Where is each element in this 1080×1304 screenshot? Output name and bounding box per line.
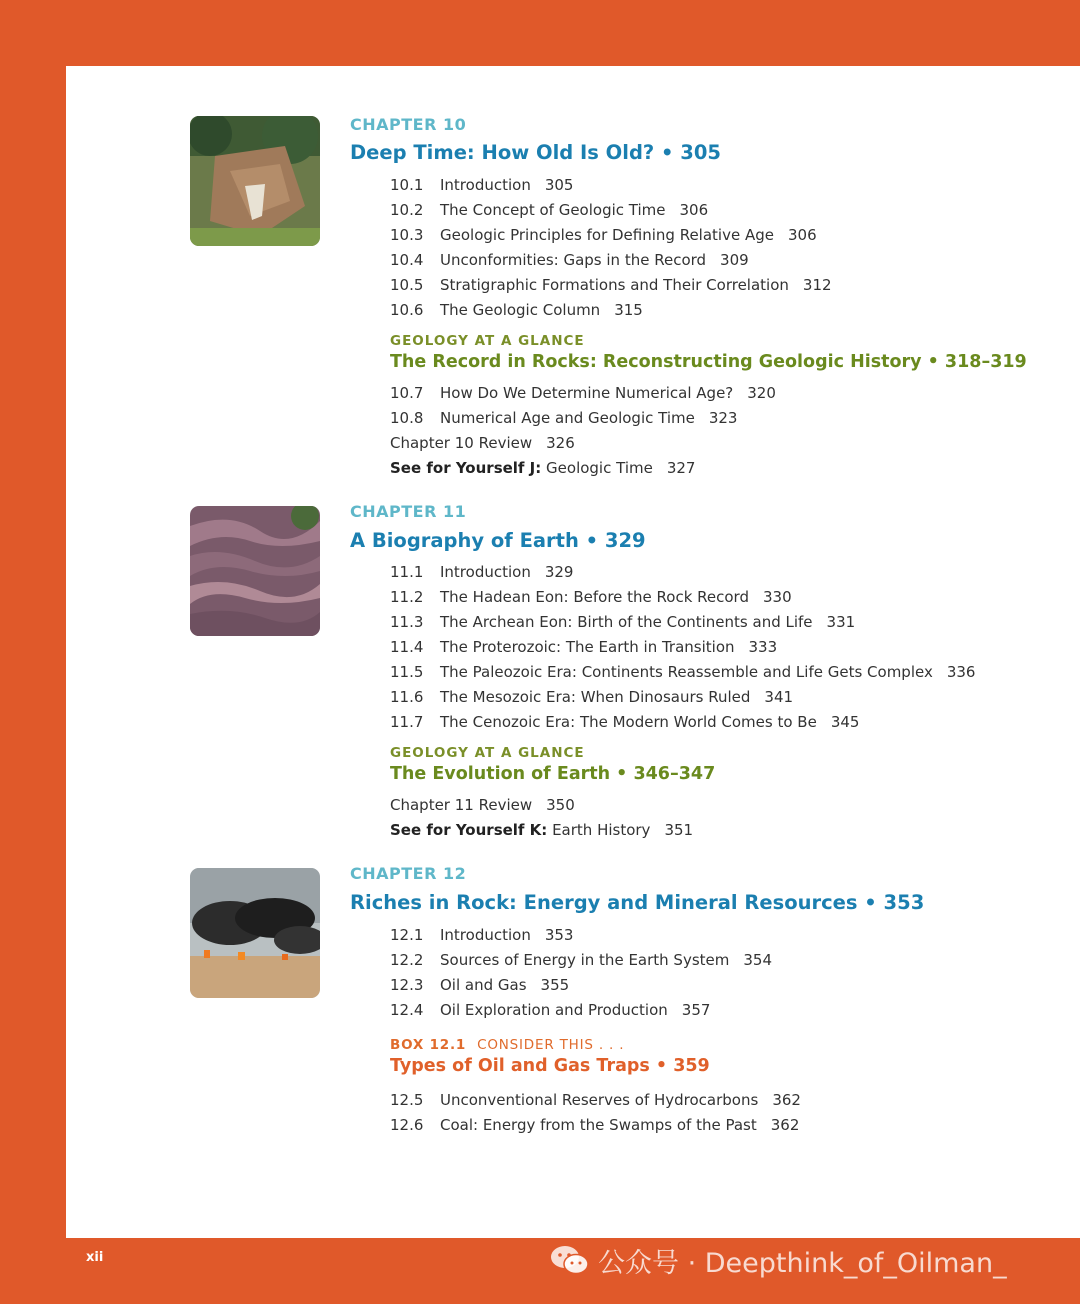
toc-entry-12-4[interactable]: 12.4 Oil Exploration and Production 357	[390, 1001, 711, 1019]
toc-entry-11-6[interactable]: 11.6 The Mesozoic Era: When Dinosaurs Ruled 341	[390, 688, 794, 706]
toc-entry-11-4[interactable]: 11.4 The Proterozoic: The Earth in Transition 333	[390, 638, 778, 656]
glance-title[interactable]: The Evolution of Earth • 346–347	[390, 764, 716, 784]
chapter-11-label: CHAPTER 11	[350, 502, 467, 521]
toc-entry-11-5[interactable]: 11.5 The Paleozoic Era: Continents Reassemble and Life Gets Complex 336	[390, 663, 976, 681]
page-folio: xii	[86, 1250, 104, 1265]
box-kicker: CONSIDER THIS . . .	[477, 1037, 625, 1053]
toc-entry-10-1[interactable]: 10.1 Introduction 305	[390, 176, 574, 194]
chapter-10-review[interactable]: Chapter 10 Review 326	[390, 434, 575, 452]
toc-entry-10-3[interactable]: 10.3 Geologic Principles for Defining Relative Age 306	[390, 226, 817, 244]
toc-entry-12-1[interactable]: 12.1 Introduction 353	[390, 926, 574, 944]
chapter-10-label: CHAPTER 10	[350, 115, 467, 134]
watermark	[550, 1240, 1007, 1280]
toc-entry-11-2[interactable]: 11.2 The Hadean Eon: Before the Rock Record 330	[390, 588, 792, 606]
toc-entry-11-3[interactable]: 11.3 The Archean Eon: Birth of the Continents and Life 331	[390, 613, 856, 631]
toc-entry-10-7[interactable]: 10.7 How Do We Determine Numerical Age? 320	[390, 384, 776, 402]
toc-entry-10-4[interactable]: 10.4 Unconformities: Gaps in the Record 309	[390, 251, 749, 269]
toc-entry-10-6[interactable]: 10.6 The Geologic Column 315	[390, 301, 643, 319]
glance-title[interactable]: The Record in Rocks: Reconstructing Geologic History • 318–319	[390, 352, 1027, 372]
toc-entry-10-5[interactable]: 10.5 Stratigraphic Formations and Their Correlation 312	[390, 276, 832, 294]
chapter-12-photo	[190, 868, 320, 998]
toc-entry-12-5[interactable]: 12.5 Unconventional Reserves of Hydrocarbons 362	[390, 1091, 801, 1109]
chapter-12-label: CHAPTER 12	[350, 864, 467, 883]
see-for-yourself-j[interactable]: See for Yourself J: Geologic Time 327	[390, 459, 696, 477]
toc-entry-11-1[interactable]: 11.1 Introduction 329	[390, 563, 574, 581]
glance-label: GEOLOGY AT A GLANCE	[390, 745, 585, 761]
toc-entry-10-2[interactable]: 10.2 The Concept of Geologic Time 306	[390, 201, 709, 219]
wechat-icon	[550, 1243, 590, 1277]
chapter-11-photo	[190, 506, 320, 636]
chapter-10-title[interactable]: Deep Time: How Old Is Old? • 305	[350, 141, 721, 164]
toc-entry-11-7[interactable]: 11.7 The Cenozoic Era: The Modern World Comes to Be 345	[390, 713, 860, 731]
content-page	[66, 66, 1080, 1238]
toc-entry-12-2[interactable]: 12.2 Sources of Energy in the Earth System 354	[390, 951, 773, 969]
chapter-11-review[interactable]: Chapter 11 Review 350	[390, 796, 575, 814]
box-label	[390, 1036, 624, 1054]
box-number: BOX 12.1	[390, 1037, 467, 1053]
box-title[interactable]: Types of Oil and Gas Traps • 359	[390, 1056, 710, 1076]
toc-entry-10-8[interactable]: 10.8 Numerical Age and Geologic Time 323	[390, 409, 738, 427]
watermark-text: 公众号 · Deepthink_of_Oilman_	[598, 1247, 1007, 1279]
see-for-yourself-k[interactable]: See for Yourself K: Earth History 351	[390, 821, 694, 839]
chapter-11-title[interactable]: A Biography of Earth • 329	[350, 529, 646, 552]
chapter-12-title[interactable]: Riches in Rock: Energy and Mineral Resources • 353	[350, 891, 925, 914]
glance-label: GEOLOGY AT A GLANCE	[390, 333, 585, 349]
toc-entry-12-3[interactable]: 12.3 Oil and Gas 355	[390, 976, 570, 994]
chapter-10-photo	[190, 116, 320, 246]
toc-entry-12-6[interactable]: 12.6 Coal: Energy from the Swamps of the Past 362	[390, 1116, 800, 1134]
